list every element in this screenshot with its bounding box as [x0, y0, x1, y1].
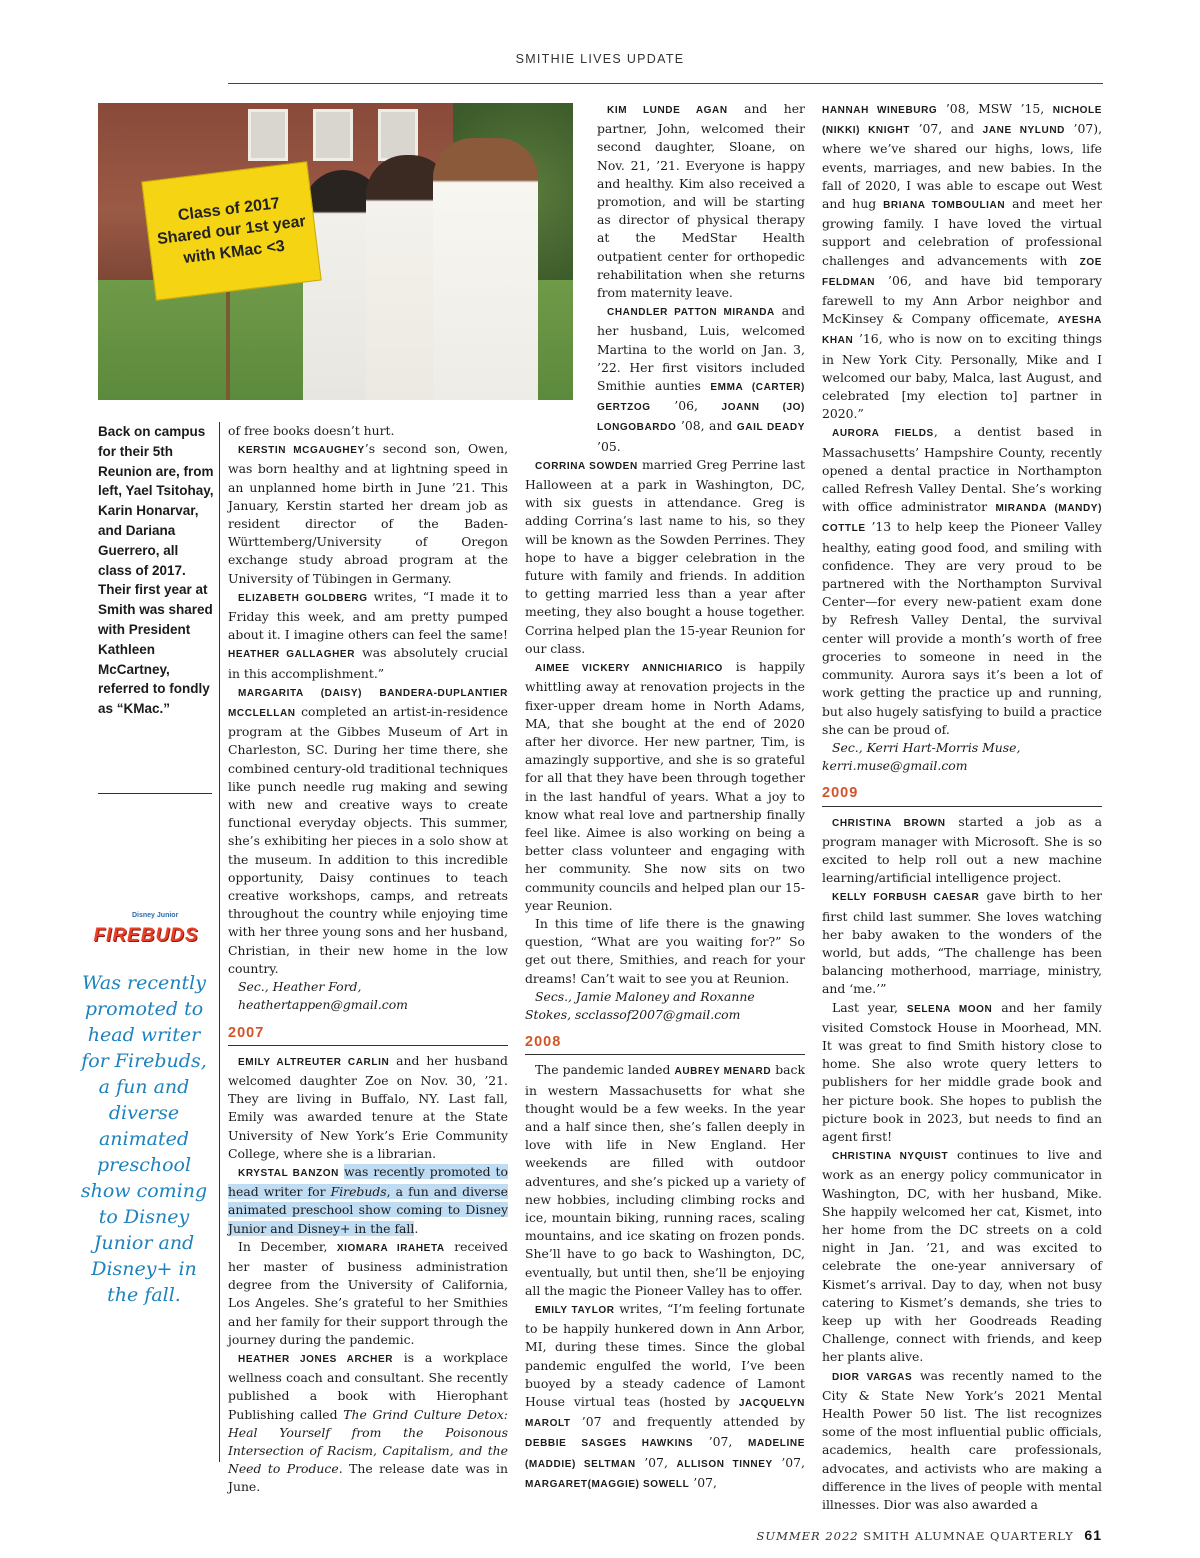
paragraph-text: ’s second son, Owen, was born healthy and at lightning speed in an unplanned home birth in June ’21. This January, Kerstin started her dream job as resident director of the Baden-Württemberg/University of Oregon exchange study abroad program at the University of Tübingen in Germany.	[228, 441, 509, 586]
reunion-photo	[98, 103, 573, 400]
logo-subtitle: Disney Junior	[132, 912, 179, 919]
photo-window	[378, 109, 418, 161]
alumna-name: CHRISTINA BROWN	[832, 817, 946, 829]
alumna-name: SELENA MOON	[906, 1003, 993, 1015]
alumna-name: ZOE FELDMAN	[822, 256, 1102, 288]
paragraph	[228, 1349, 508, 1497]
paragraph-text: and her husband welcomed daughter Zoe on Nov. 30, ’21. They are living in Buffalo, NY. Last fall, Emily was awarded tenure at the State University of New York’s Erie Community College, where she is a librarian.	[228, 1052, 508, 1161]
magazine-name: SMITH ALUMNAE QUARTERLY	[863, 1529, 1074, 1543]
paragraph-text: .	[414, 1220, 419, 1236]
section-header: SMITHIE LIVES UPDATE	[515, 52, 685, 66]
paragraph-text: , a dentist based in Massachusetts’ Hampshire County, recently opened a dental practice in Northampton called Refresh Valley Dental. She’s working with office administrator	[822, 424, 1102, 515]
paragraph-text: ’06,	[650, 398, 722, 414]
paragraph-text: ’07, and	[910, 121, 983, 137]
paragraph	[597, 302, 805, 456]
alumna-name: ELIZABETH GOLDBERG	[238, 592, 368, 604]
alumna-name: MADELINE (MADDIE) SELTMAN	[525, 1438, 805, 1470]
paragraph-text: is happily whittling away at renovation projects in the fixer-upper dream home in North Adams, MA, that she bought at the end of 2020 after her divorce. Her new partner, Tim, is amazingly supportive, and she is so grateful for all that they have been through together in the last handful of years. What a joy to know what real love and partnership finally feel like. Aimee is also working on being a better class volunteer and engaging with her community. She now sits on two community councils and helped plan our 15-year Reunion.	[525, 659, 806, 913]
alumna-name: DIOR VARGAS	[832, 1371, 913, 1383]
show-title: Firebuds	[330, 1184, 387, 1200]
paragraph-text: writes, “I made it to Friday this week, and am pretty pumped about it. I imagine others can feel the same!	[228, 588, 508, 643]
column-2	[525, 100, 805, 1494]
paragraph-text: ’06, and have bid temporary farewell to my Ann Arbor neighbor and McKinsey & Company officemate,	[822, 272, 1102, 327]
paragraph	[525, 1300, 805, 1494]
alumna-name: JANE NYLUND	[982, 125, 1065, 137]
alumna-name: ALLISON TINNEY	[676, 1458, 773, 1470]
issue-label: SUMMER 2022	[756, 1529, 859, 1543]
alumna-name: JOANN (JO) LONGOBARDO	[597, 402, 805, 434]
sign-pole	[226, 283, 230, 400]
photo-caption: Back on campus for their 5th Reunion are, from left, Yael Tsitohay, Karin Honarvar, and Dariana Guerrero, all class of 2017. Their first year at Smith was shared with President Kathleen McCartney, referred to fondly as “KMac.”	[98, 424, 214, 717]
class-secretaries: Secs., Jamie Maloney and Roxanne	[535, 988, 755, 1004]
paragraph-text: and her husband, Luis, welcomed Martina to the world on Jan. 3, ’22. Her first visitors included Smithie aunties	[597, 303, 805, 394]
paragraph-text: ’07,	[693, 1434, 748, 1450]
alumna-name: HEATHER GALLAGHER	[228, 649, 356, 661]
paragraph-text: received her master of business administration degree from the University of California, Los Angeles. She’s grateful to her Smithies and her family for their support through the journey during the pandemic.	[228, 1238, 508, 1347]
pull-quote: Was recently promoted to head writer for Firebuds, a fun and diverse animated preschool show coming to Disney Junior and Disney+ in the fall.	[80, 972, 208, 1306]
paragraph-text: continues to live and work as an energy policy communicator in Washington, DC, with her husband, Mike. She happily welcomed her cat, Kismet, into her home from the DC streets on a cold night in Jan. ’21, and was excited to celebrate the one-year anniversary of Kismet’s arrival. Day to day, when not busy catering to Kismet’s demands, she tries to keep up with her Goodreads Reading Challenge, connect with friends, and keep her plants alive.	[822, 1147, 1103, 1365]
paragraph-text: and meet her growing family. I have loved the virtual support and celebration of professional challenges and advancements with	[822, 196, 1103, 268]
highlight-part: was recently promoted to head writer for	[228, 1163, 508, 1200]
paragraph	[228, 683, 508, 978]
alumna-name: MARGARITA (DAISY) BANDERA-DUPLANTIER MCCLELLAN	[228, 687, 508, 720]
paragraph-text: The pandemic landed	[535, 1062, 675, 1078]
paragraph-text: completed an artist-in-residence program at the Gibbes Museum of Art in Charleston, SC. During her time there, she combined century-old traditional techniques like punch needle rug making and sewing with new and creative ways to create functional everyday objects. This summer, she’s exhibiting her pieces in a solo show at the museum. In addition to this incredible opportunity, Daisy continues to teach creative workshops, camps, and retreats throughout the country while enjoying time with her three young sons and her husband, Christian, in their new home in the low country.	[228, 704, 508, 976]
paragraph	[822, 813, 1102, 888]
paragraph	[228, 588, 508, 683]
alumna-name: AURORA FIELDS	[832, 428, 934, 440]
alumna-name: JACQUELYN MAROLT	[525, 1398, 805, 1430]
paragraph-text: . The release date was in June.	[228, 1461, 508, 1495]
alumna-name: MIRANDA (MANDY) COTTLE	[822, 503, 1103, 535]
paragraph-text: ’07 and frequently attended by	[570, 1414, 805, 1430]
paragraph	[597, 100, 805, 302]
sign-text: Class of 2017 Shared our 1st year with KMac <3	[156, 194, 307, 267]
alumna-name: HEATHER JONES ARCHER	[238, 1353, 394, 1365]
alumna-name: GAIL DEADY	[736, 422, 805, 434]
class-secretary: Sec., Kerri Hart-Morris Muse,	[832, 739, 1021, 755]
paragraph	[228, 1238, 508, 1349]
paragraph-text: ’08, MSW ’15,	[937, 101, 1053, 116]
alumna-name: EMMA (CARTER) GERTZOG	[597, 382, 805, 414]
alumna-name: XIOMARA IRAHETA	[336, 1242, 445, 1254]
paragraph	[228, 1052, 508, 1163]
class-year-heading: 2008	[525, 1030, 805, 1055]
page-footer	[757, 1527, 1103, 1543]
alumna-name: HANNAH WINEBURG	[822, 105, 938, 116]
paragraph-text: Last year,	[832, 999, 907, 1015]
paragraph-text: ’07), where we’ve shared our highs, lows, life events, marriages, and new babies. In the fall of 2020, I was able to escape out West and hug	[822, 121, 1103, 212]
paragraph-text: writes, “I’m feeling fortunate to be happily hunkered down in Ann Arbor, MI, during these times. Since the global pandemic engulfed the world, I’ve been buoyed by a steady cadence of Lamont House virtual teas (hosted by	[525, 1301, 805, 1410]
alumna-name: AUBREY MENARD	[674, 1066, 772, 1078]
class-year-heading: 2009	[822, 781, 1102, 806]
paragraph-text: ’05.	[597, 438, 621, 454]
paragraph-text: ’07,	[772, 1454, 805, 1470]
column-3	[822, 100, 1102, 1514]
highlight-part: , a fun and diverse animated preschool show coming to Disney Junior and Disney+ in the fall	[228, 1184, 508, 1236]
alumna-name: KIM LUNDE AGAN	[607, 105, 728, 116]
alumna-name: DEBBIE SASGES HAWKINS	[525, 1438, 694, 1450]
alumna-name: AIMEE VICKERY ANNICHIARICO	[535, 663, 723, 675]
paragraph-text: In December,	[238, 1238, 337, 1254]
paragraph	[822, 423, 1102, 738]
photo-person	[433, 138, 538, 400]
photo-window	[313, 109, 353, 161]
paragraph	[822, 100, 1102, 423]
alumna-name: AYESHA KHAN	[822, 315, 1102, 347]
alumna-name: EMILY TAYLOR	[535, 1305, 615, 1316]
paragraph	[822, 887, 1102, 998]
paragraph-text: and her family visited Comstock House in Moorhead, MN. It was great to find Smith history close to home. She also wrote query letters to publishers for her middle grade book and her picture book. She hopes to publish the picture book in 2023, but needs to find an agent first!	[822, 999, 1102, 1144]
paragraph-text: was recently named to the City & State New York’s 2021 Mental Health Power 50 list. The list recognizes some of the most influential public officials, academics, health care professionals, advocates, and activists who are making a difference in the lives of people with mental illnesses. Dior was also awarded a	[822, 1367, 1102, 1513]
photo-window	[248, 109, 288, 161]
paragraph	[228, 440, 508, 588]
class-secretary-email: kerri.muse@gmail.com	[822, 758, 968, 774]
paragraph-text: gave birth to her first child last summer. She loves watching her baby awaken to the wonders of the world, but adds, “The challenge has been balancing motherhood, marriage, ministry, and ‘me.’”	[822, 888, 1103, 997]
caption-rule	[98, 793, 212, 794]
paragraph	[822, 1367, 1102, 1515]
book-title: The Grind Culture Detox: Heal Yourself from the Poisonous Intersection of Racism, Capitalism, and the Need to Produce	[228, 1406, 508, 1477]
class-secretaries-email: Stokes, scclassof2007@gmail.com	[525, 1006, 741, 1022]
paragraph-text: started a job as a program manager with Microsoft. She is so excited to help roll out a new machine learning/artificial intelligence project.	[822, 813, 1103, 886]
paragraph	[525, 1061, 805, 1300]
paragraph-text: ’07,	[635, 1454, 677, 1470]
column-1	[228, 422, 508, 1497]
paragraph-text: ’07,	[689, 1474, 717, 1490]
paragraph-text: ’13 to help keep the Pioneer Valley healthy, eating good food, and smiling with confidence. They are very proud to be partnered with the Northampton Survival Center—for every new-patient exam done by Refresh Valley Dental, the survival center will provide a month’s worth of free groceries to someone in need in the community. Aurora says it’s been a lot of work getting the practice up and running, but also hugely satisfying to build a practice she can be proud of.	[822, 519, 1102, 737]
paragraph-text: ’16, who is now on to exciting things in New York City. Personally, Mike and I welcomed our baby, Malca, last August, and celebrated [my election to] partner in 2020.”	[822, 331, 1102, 422]
paragraph-text: ’08, and	[676, 418, 737, 434]
paragraph	[822, 1146, 1102, 1366]
paragraph	[525, 456, 805, 658]
alumna-name: KELLY FORBUSH CAESAR	[832, 892, 980, 904]
class-secretary: Sec., Heather Ford,	[238, 979, 362, 995]
paragraph-text: and her partner, John, welcomed their second daughter, Sloane, on Nov. 21, ’21. Everyone is happy and healthy. Kim also received a promotion, and will be starting as director of physical therapy at the MedStar Health outpatient center for orthopedic rehabilitation when she returns from maternity leave.	[597, 101, 805, 301]
reunion-sign	[141, 161, 321, 300]
paragraph: of free books doesn’t hurt.	[228, 423, 395, 438]
class-secretary-email: heathertappen@gmail.com	[238, 997, 408, 1013]
header-rule	[228, 83, 1103, 84]
alumna-name: CHANDLER PATTON MIRANDA	[607, 307, 775, 319]
alumna-name: CHRISTINA NYQUIST	[832, 1151, 949, 1163]
alumna-name: KRYSTAL BANZON	[238, 1167, 339, 1179]
firebuds-logo	[86, 912, 206, 951]
paragraph-text: was absolutely crucial in this accomplishment.”	[228, 645, 509, 681]
alumna-name: CORRINA SOWDEN	[535, 460, 638, 472]
class-year-heading: 2007	[228, 1021, 508, 1046]
paragraph	[228, 1163, 508, 1238]
paragraph-text: back in western Massachusetts for what she thought would be a few weeks. In the year and a half since then, she’s fallen deeply in love with life in New England. Her weekends are filled with outdoor adventures, and she’s picked up a variety of new hobbies, including climbing rocks and ice, mountain biking, running races, scaling mountains, and ice skating on frozen ponds. She’ll have to go back to Washington, DC, eventually, but until then, she’ll be enjoying all the magic the Pioneer Valley has to offer.	[525, 1062, 805, 1298]
alumna-name: MARGARET(MAGGIE) SOWELL	[525, 1478, 690, 1490]
paragraph: In this time of life there is the gnawing question, “What are you waiting for?” So get out there, Smithies, and reach for your dreams! Can’t wait to see you at Reunion.	[525, 915, 805, 986]
logo-wordmark: FIREBUDS	[93, 925, 199, 946]
column-rule	[219, 422, 220, 1462]
paragraph-text: is a workplace wellness coach and consultant. She recently published a book with Hierophant Publishing called	[228, 1349, 508, 1422]
paragraph	[525, 658, 805, 915]
paragraph-text: married Greg Perrine last Halloween at a park in Washington, DC, with six guests in attendance. Greg is adding Corrina’s last name to his, so they will be known as the Sowden Perrines. They hope to have a bigger celebration in the future with family and friends. In addition to getting married less than a year after meeting, they also bought a house together. Corrina helped plan the 15-year Reunion for our class.	[525, 456, 805, 656]
alumna-name: KERSTIN MCGAUGHEY	[238, 445, 365, 457]
paragraph	[822, 999, 1102, 1147]
page-number: 61	[1084, 1527, 1102, 1543]
alumna-name: NICHOLE (NIKKI) KNIGHT	[822, 105, 1102, 137]
alumna-name: EMILY ALTREUTER CARLIN	[238, 1056, 390, 1068]
alumna-name: BRIANA TOMBOULIAN	[883, 200, 1006, 212]
